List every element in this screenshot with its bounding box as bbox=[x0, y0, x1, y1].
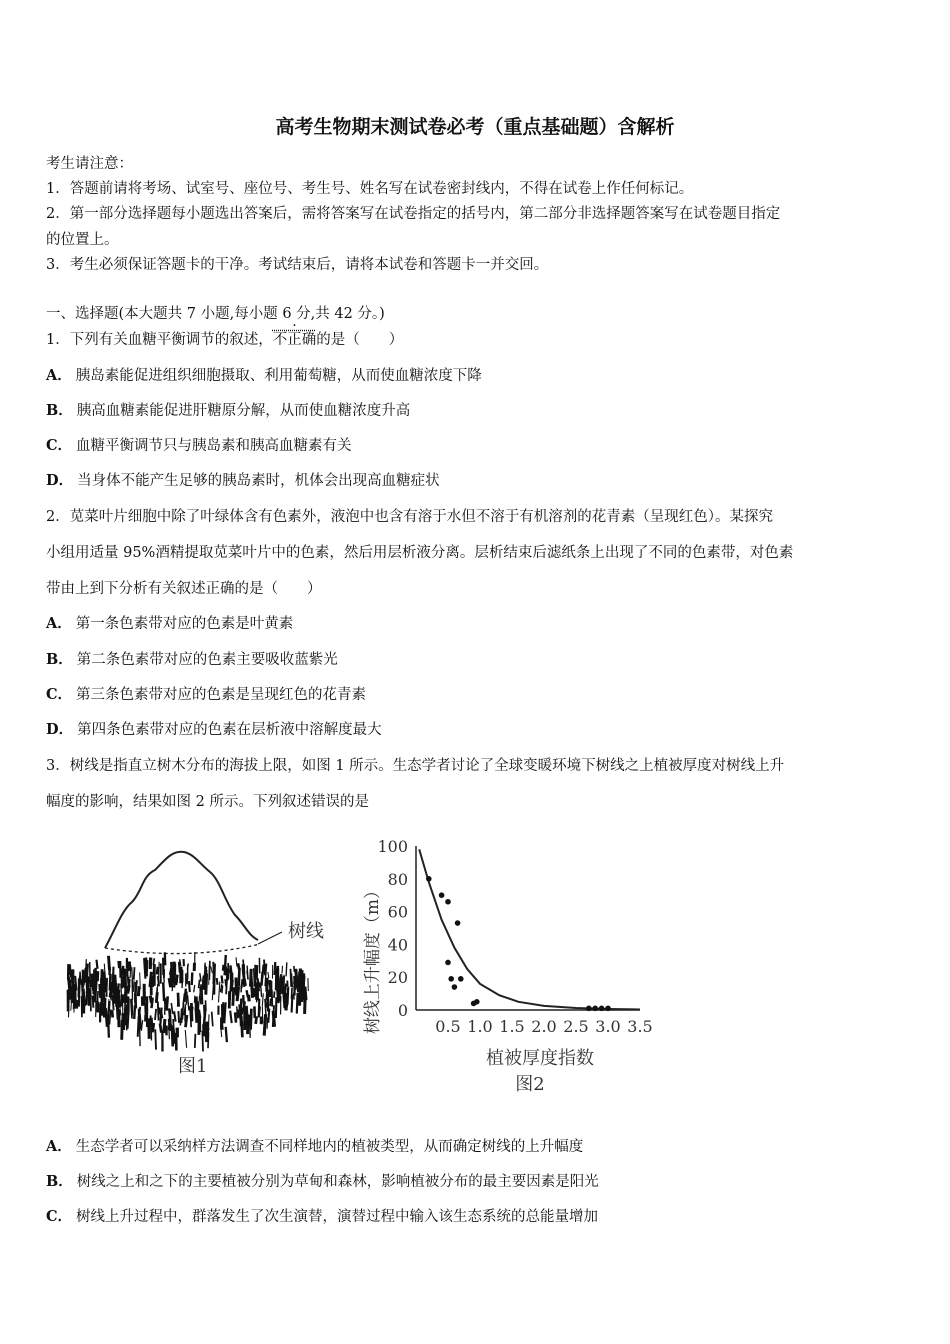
tree-stroke bbox=[262, 972, 263, 986]
notice-item: 2．第一部分选择题每小题选出答案后，需将答案写在试卷指定的括号内，第二部分非选择题答案写在试卷题目指定 bbox=[46, 206, 781, 222]
q2-option-b bbox=[46, 648, 338, 669]
tree-stroke bbox=[159, 1008, 160, 1015]
tree-stroke bbox=[282, 966, 283, 974]
forest-texture bbox=[68, 952, 308, 1052]
tree-stroke bbox=[160, 1024, 161, 1033]
option-label: B． bbox=[46, 402, 73, 419]
tree-stroke bbox=[181, 1009, 182, 1024]
tree-stroke bbox=[235, 1012, 236, 1022]
page-title: 高考生物期末测试卷必考（重点基础题）含解析 bbox=[275, 116, 675, 138]
tree-stroke bbox=[265, 973, 266, 986]
tree-stroke bbox=[167, 996, 168, 1010]
tree-stroke bbox=[103, 1003, 104, 1012]
data-point bbox=[445, 960, 451, 966]
q2-stem-line: 带由上到下分析有关叙述正确的是（ ） bbox=[46, 581, 322, 597]
tree-stroke bbox=[132, 999, 133, 1016]
tree-stroke bbox=[134, 967, 135, 979]
option-label: A． bbox=[46, 367, 72, 384]
q3-option-b bbox=[46, 1170, 599, 1191]
data-point bbox=[448, 976, 454, 982]
tree-stroke bbox=[138, 986, 139, 996]
tree-stroke bbox=[113, 977, 114, 995]
tree-stroke bbox=[225, 955, 226, 975]
tree-stroke bbox=[144, 958, 145, 979]
tree-stroke bbox=[157, 967, 158, 975]
data-point bbox=[458, 976, 464, 982]
q2-option-c bbox=[46, 683, 366, 704]
fig1-treeline-label: 树线 bbox=[288, 921, 324, 942]
tree-stroke bbox=[161, 1011, 162, 1019]
tree-stroke bbox=[185, 1030, 186, 1048]
tree-stroke bbox=[152, 998, 153, 1009]
x-tick-label: 2.0 bbox=[531, 1017, 557, 1036]
tree-stroke bbox=[274, 991, 275, 997]
tree-stroke bbox=[243, 968, 244, 987]
tree-stroke bbox=[280, 978, 281, 999]
fig1-caption: 图1 bbox=[178, 1056, 208, 1077]
tree-stroke bbox=[118, 983, 119, 998]
tree-stroke bbox=[165, 998, 166, 1006]
tree-stroke bbox=[268, 972, 269, 978]
x-tick-label: 2.5 bbox=[563, 1017, 589, 1036]
tree-stroke bbox=[112, 1010, 113, 1017]
tree-stroke bbox=[79, 991, 80, 998]
data-point bbox=[439, 892, 445, 898]
tree-stroke bbox=[122, 1020, 123, 1040]
tree-stroke bbox=[178, 1011, 179, 1023]
q1-option-c bbox=[46, 434, 352, 455]
data-points bbox=[426, 876, 611, 1011]
tree-stroke bbox=[206, 1023, 207, 1042]
tree-stroke bbox=[187, 973, 188, 985]
tree-stroke bbox=[171, 962, 172, 983]
tree-stroke bbox=[173, 1027, 174, 1038]
data-point bbox=[452, 984, 458, 990]
q2-stem-line: 2．苋菜叶片细胞中除了叶绿体含有色素外，液泡中也含有溶于水但不溶于有机溶剂的花青素（呈现红色）。某探究 bbox=[46, 509, 773, 525]
option-label: B． bbox=[46, 1173, 73, 1190]
tree-stroke bbox=[127, 963, 128, 972]
tree-stroke bbox=[244, 1009, 245, 1022]
tree-stroke bbox=[69, 979, 70, 985]
tree-stroke bbox=[224, 1002, 225, 1023]
tree-stroke bbox=[250, 1016, 251, 1038]
tree-stroke bbox=[125, 982, 126, 997]
tree-stroke bbox=[236, 957, 237, 966]
option-text: 胰岛素能促进组织细胞摄取、利用葡萄糖，从而使血糖浓度下降 bbox=[75, 368, 482, 384]
option-text: 第一条色素带对应的色素是叶黄素 bbox=[75, 616, 294, 632]
tree-stroke bbox=[254, 968, 255, 986]
tree-stroke bbox=[297, 993, 298, 1014]
q1-stem-emphasis bbox=[273, 332, 317, 348]
tree-stroke bbox=[230, 1011, 232, 1024]
tree-stroke bbox=[291, 973, 292, 987]
tree-stroke bbox=[259, 999, 260, 1018]
y-tick-label: 0 bbox=[397, 1001, 408, 1020]
tree-stroke bbox=[257, 982, 258, 991]
q1-stem bbox=[46, 328, 403, 349]
q2-option-d bbox=[46, 718, 382, 739]
tree-stroke bbox=[233, 987, 234, 1006]
option-text: 当身体不能产生足够的胰岛素时，机体会出现高血糖症状 bbox=[77, 473, 440, 489]
option-text: 第四条色素带对应的色素在层析液中溶解度最大 bbox=[77, 722, 382, 738]
q3-stem-line: 幅度的影响，结果如图 2 所示。下列叙述错误的是 bbox=[46, 794, 369, 810]
x-axis-label: 植被厚度指数 bbox=[486, 1048, 594, 1069]
option-text: 第三条色素带对应的色素是呈现红色的花青素 bbox=[76, 687, 367, 703]
tree-stroke bbox=[87, 985, 88, 993]
tree-stroke bbox=[262, 993, 263, 1006]
tree-stroke bbox=[302, 988, 303, 1003]
tree-stroke bbox=[93, 996, 94, 1008]
tree-stroke bbox=[188, 995, 189, 1010]
tree-stroke bbox=[199, 980, 200, 989]
y-tick-label: 80 bbox=[387, 869, 408, 889]
figure-2-chart bbox=[350, 832, 660, 1102]
tree-stroke bbox=[221, 1017, 222, 1029]
tree-stroke bbox=[298, 971, 299, 987]
tree-stroke bbox=[276, 997, 277, 1018]
tree-stroke bbox=[219, 982, 220, 1003]
y-tick-label: 20 bbox=[387, 968, 408, 988]
tree-stroke bbox=[72, 981, 73, 999]
notice-item: 1．答题前请将考场、试室号、座位号、考生号、姓名写在试卷密封线内，不得在试卷上作任何标记。 bbox=[46, 181, 694, 197]
tree-stroke bbox=[83, 970, 84, 985]
tree-stroke bbox=[113, 995, 114, 1011]
data-point bbox=[455, 920, 461, 926]
tree-stroke bbox=[213, 962, 214, 983]
tree-stroke bbox=[95, 982, 96, 989]
tree-stroke bbox=[150, 958, 151, 970]
tree-stroke bbox=[171, 1003, 172, 1014]
y-tick-label: 100 bbox=[377, 837, 408, 856]
tree-stroke bbox=[153, 958, 154, 965]
option-text: 树线之上和之下的主要植被分别为草甸和森林，影响植被分布的最主要因素是阳光 bbox=[76, 1174, 599, 1190]
tree-stroke bbox=[285, 984, 286, 997]
q1-stem-c: 的是（ ） bbox=[316, 332, 404, 348]
tree-stroke bbox=[128, 1011, 129, 1029]
tree-stroke bbox=[158, 1001, 159, 1020]
tree-stroke bbox=[99, 984, 100, 998]
fig2-caption: 图2 bbox=[515, 1074, 545, 1095]
tree-stroke bbox=[155, 1009, 156, 1020]
tree-stroke bbox=[159, 962, 160, 980]
tree-stroke bbox=[102, 969, 103, 988]
tree-stroke bbox=[85, 968, 86, 978]
tree-stroke bbox=[296, 970, 297, 984]
q3-option-a bbox=[46, 1135, 583, 1156]
tree-stroke bbox=[118, 961, 119, 968]
tree-stroke bbox=[265, 999, 266, 1018]
q1-stem-emphasis-text: 不正确 bbox=[272, 332, 317, 348]
data-point bbox=[599, 1006, 605, 1012]
tree-stroke bbox=[119, 995, 120, 1008]
notice-item: 3．考生必须保证答题卡的干净。考试结束后，请将本试卷和答题卡一并交回。 bbox=[46, 257, 549, 273]
tree-stroke bbox=[222, 985, 223, 993]
tree-stroke bbox=[243, 995, 244, 1009]
x-tick-label: 3.0 bbox=[595, 1017, 621, 1036]
tree-stroke bbox=[164, 1019, 165, 1033]
tree-stroke bbox=[286, 962, 287, 976]
option-text: 胰高血糖素能促进肝糖原分解，从而使血糖浓度升高 bbox=[76, 403, 411, 419]
tree-stroke bbox=[282, 980, 283, 988]
option-label: D． bbox=[46, 721, 74, 738]
q1-option-d bbox=[46, 469, 440, 490]
tree-stroke bbox=[154, 966, 155, 974]
tree-stroke bbox=[294, 966, 295, 972]
q2-option-a bbox=[46, 612, 293, 633]
tree-stroke bbox=[242, 1021, 243, 1037]
tree-stroke bbox=[267, 980, 268, 988]
tree-stroke bbox=[150, 972, 151, 987]
q3-option-c bbox=[46, 1205, 598, 1226]
tree-stroke bbox=[189, 981, 190, 992]
tree-stroke bbox=[183, 1004, 184, 1019]
tree-stroke bbox=[108, 1018, 109, 1038]
q3-stem-line: 3．树线是指直立树木分布的海拔上限，如图 1 所示。生态学者讨论了全球变暖环境下树线之上植被厚度对树线上升 bbox=[46, 758, 785, 774]
tree-stroke bbox=[98, 991, 99, 1002]
figure-1-mountain bbox=[60, 840, 340, 1085]
tree-stroke bbox=[270, 999, 271, 1006]
y-tick-label: 40 bbox=[387, 935, 408, 955]
option-text: 血糖平衡调节只与胰岛素和胰高血糖素有关 bbox=[76, 438, 352, 454]
tree-stroke bbox=[230, 969, 231, 982]
tree-stroke bbox=[140, 1026, 141, 1046]
data-point bbox=[445, 899, 451, 905]
tree-stroke bbox=[170, 1010, 171, 1031]
tree-stroke bbox=[305, 987, 306, 1001]
tree-stroke bbox=[226, 1027, 227, 1042]
tree-stroke bbox=[247, 990, 248, 997]
chart-axes bbox=[416, 846, 640, 1010]
x-tick-label: 1.0 bbox=[467, 1017, 493, 1036]
tree-stroke bbox=[191, 1007, 192, 1014]
tree-stroke bbox=[128, 977, 129, 991]
tree-stroke bbox=[230, 982, 231, 995]
option-label: B． bbox=[46, 651, 73, 668]
tree-stroke bbox=[87, 964, 88, 982]
tree-stroke bbox=[155, 1029, 156, 1049]
tree-stroke bbox=[195, 1034, 196, 1048]
notice-heading: 考生请注意： bbox=[46, 156, 133, 172]
tree-stroke bbox=[211, 966, 213, 973]
tree-stroke bbox=[186, 1015, 187, 1027]
option-label: D． bbox=[46, 472, 74, 489]
data-point bbox=[426, 876, 432, 882]
tree-stroke bbox=[292, 988, 293, 999]
tree-stroke bbox=[139, 1007, 140, 1018]
data-point bbox=[605, 1006, 611, 1012]
tree-stroke bbox=[239, 968, 240, 986]
tree-stroke bbox=[205, 967, 206, 976]
tree-stroke bbox=[79, 976, 80, 992]
tree-stroke bbox=[209, 961, 210, 980]
x-tick-label: 0.5 bbox=[435, 1017, 461, 1036]
option-label: C． bbox=[46, 686, 73, 703]
tree-stroke bbox=[144, 992, 145, 1006]
notice-item: 的位置上。 bbox=[46, 232, 119, 248]
tree-stroke bbox=[192, 972, 193, 985]
tree-stroke bbox=[204, 1005, 205, 1015]
section-heading: 一、选择题(本大题共 7 小题,每小题 6 分,共 42 分。) bbox=[46, 306, 385, 322]
tree-stroke bbox=[178, 999, 179, 1007]
option-label: A． bbox=[46, 1138, 72, 1155]
option-text: 第二条色素带对应的色素主要吸收蓝紫光 bbox=[76, 652, 338, 668]
data-point bbox=[586, 1006, 592, 1012]
tree-stroke bbox=[149, 1018, 150, 1039]
tree-stroke bbox=[223, 965, 224, 971]
tree-stroke bbox=[194, 985, 195, 992]
x-tick-label: 1.5 bbox=[499, 1017, 525, 1036]
x-tick-label: 3.5 bbox=[627, 1017, 653, 1036]
q1-stem-a: 1．下列有关血糖平衡调节的叙述， bbox=[46, 332, 273, 348]
tree-stroke bbox=[288, 987, 289, 1005]
tree-stroke bbox=[93, 985, 94, 994]
data-point bbox=[592, 1006, 598, 1012]
option-text: 树线上升过程中，群落发生了次生演替，演替过程中输入该生态系统的总能量增加 bbox=[76, 1209, 599, 1225]
option-label: A． bbox=[46, 615, 72, 632]
y-axis-label: 树线上升幅度（m） bbox=[363, 881, 383, 1035]
tree-stroke bbox=[174, 1011, 176, 1021]
tree-stroke bbox=[165, 952, 166, 965]
tree-stroke bbox=[238, 1010, 239, 1018]
tree-stroke bbox=[106, 978, 107, 997]
tree-stroke bbox=[273, 1005, 274, 1027]
q1-option-b bbox=[46, 399, 410, 420]
option-label: C． bbox=[46, 437, 73, 454]
option-label: C． bbox=[46, 1208, 73, 1225]
y-tick-label: 60 bbox=[387, 902, 408, 922]
tree-stroke bbox=[274, 962, 275, 975]
tree-stroke bbox=[217, 978, 218, 985]
tree-stroke bbox=[133, 979, 134, 993]
q2-stem-line: 小组用适量 95%酒精提取苋菜叶片中的色素，然后用层析液分离。层析结束后滤纸条上出现了不同的色素带，对色素 bbox=[46, 545, 794, 561]
x-tick-labels bbox=[435, 1017, 652, 1036]
tree-stroke bbox=[74, 985, 75, 1003]
tree-stroke bbox=[222, 976, 223, 984]
tree-stroke bbox=[97, 960, 98, 969]
tree-stroke bbox=[106, 1008, 108, 1027]
tree-stroke bbox=[212, 1012, 213, 1027]
option-text: 生态学者可以采纳样方法调查不同样地内的植被类型，从而确定树线的上升幅度 bbox=[75, 1139, 584, 1155]
q1-option-a bbox=[46, 364, 482, 385]
tree-stroke bbox=[251, 1009, 252, 1030]
data-point bbox=[474, 999, 480, 1005]
